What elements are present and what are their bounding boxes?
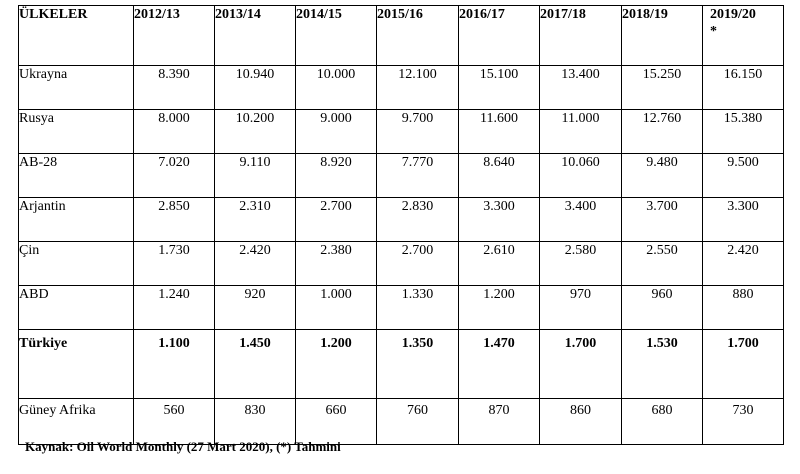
value-cell: 1.470 (459, 330, 540, 399)
country-cell: Ukrayna (19, 66, 134, 110)
country-cell: ABD (19, 286, 134, 330)
header-cell-year: 2013/14 (215, 6, 296, 66)
value-cell: 2.850 (134, 198, 215, 242)
table-row (19, 399, 784, 445)
value-cell: 10.940 (215, 66, 296, 110)
value-cell: 9.700 (377, 110, 459, 154)
value-cell: 16.150 (703, 66, 784, 110)
value-cell: 7.770 (377, 154, 459, 198)
value-cell: 3.400 (540, 198, 622, 242)
value-cell: 1.700 (540, 330, 622, 399)
value-cell: 2.830 (377, 198, 459, 242)
value-cell: 2.610 (459, 242, 540, 286)
value-cell: 10.060 (540, 154, 622, 198)
value-cell: 3.300 (459, 198, 540, 242)
country-cell: Arjantin (19, 198, 134, 242)
value-cell: 1.330 (377, 286, 459, 330)
value-cell: 1.240 (134, 286, 215, 330)
value-cell: 2.550 (622, 242, 703, 286)
country-cell: Türkiye (19, 330, 134, 399)
value-cell: 10.200 (215, 110, 296, 154)
value-cell: 2.420 (703, 242, 784, 286)
table-row (19, 198, 784, 242)
value-cell: 9.110 (215, 154, 296, 198)
value-cell: 11.600 (459, 110, 540, 154)
value-cell: 8.640 (459, 154, 540, 198)
value-cell: 1.350 (377, 330, 459, 399)
value-cell: 2.420 (215, 242, 296, 286)
value-cell: 2.700 (296, 198, 377, 242)
value-cell: 860 (540, 399, 622, 445)
value-cell: 8.920 (296, 154, 377, 198)
value-cell: 960 (622, 286, 703, 330)
value-cell: 1.000 (296, 286, 377, 330)
value-cell: 15.380 (703, 110, 784, 154)
value-cell: 1.450 (215, 330, 296, 399)
production-table (18, 5, 784, 445)
value-cell: 1.530 (622, 330, 703, 399)
value-cell: 760 (377, 399, 459, 445)
country-cell: Rusya (19, 110, 134, 154)
value-cell: 2.700 (377, 242, 459, 286)
value-cell: 15.100 (459, 66, 540, 110)
value-cell: 920 (215, 286, 296, 330)
value-cell: 12.760 (622, 110, 703, 154)
value-cell: 680 (622, 399, 703, 445)
value-cell: 1.730 (134, 242, 215, 286)
table-row (19, 286, 784, 330)
value-cell: 3.700 (622, 198, 703, 242)
value-cell: 11.000 (540, 110, 622, 154)
value-cell: 12.100 (377, 66, 459, 110)
header-row (19, 6, 784, 66)
header-cell-year: 2015/16 (377, 6, 459, 66)
header-cell-year: 2012/13 (134, 6, 215, 66)
table-row (19, 66, 784, 110)
value-cell: 660 (296, 399, 377, 445)
header-cell-year: 2017/18 (540, 6, 622, 66)
value-cell: 8.390 (134, 66, 215, 110)
value-cell: 13.400 (540, 66, 622, 110)
country-cell: Çin (19, 242, 134, 286)
value-cell: 10.000 (296, 66, 377, 110)
table-row (19, 110, 784, 154)
value-cell: 3.300 (703, 198, 784, 242)
header-cell-year-estimate (703, 6, 784, 66)
table-row (19, 242, 784, 286)
value-cell: 2.310 (215, 198, 296, 242)
header-cell-countries: ÜLKELER (19, 6, 134, 66)
value-cell: 2.380 (296, 242, 377, 286)
header-cell-year: 2018/19 (622, 6, 703, 66)
table-row (19, 154, 784, 198)
value-cell: 830 (215, 399, 296, 445)
table-row (19, 330, 784, 399)
value-cell: 2.580 (540, 242, 622, 286)
header-year-label: 2019/20 (710, 7, 756, 22)
value-cell: 9.480 (622, 154, 703, 198)
value-cell: 15.250 (622, 66, 703, 110)
value-cell: 1.200 (459, 286, 540, 330)
value-cell: 560 (134, 399, 215, 445)
table-body (19, 66, 784, 445)
value-cell: 8.000 (134, 110, 215, 154)
country-cell: Güney Afrika (19, 399, 134, 445)
value-cell: 9.500 (703, 154, 784, 198)
value-cell: 1.200 (296, 330, 377, 399)
estimate-marker: * (710, 24, 717, 39)
value-cell: 880 (703, 286, 784, 330)
value-cell: 1.100 (134, 330, 215, 399)
value-cell: 7.020 (134, 154, 215, 198)
value-cell: 9.000 (296, 110, 377, 154)
source-note: Kaynak: Oil World Monthly (27 Mart 2020), (*) Tahmini (25, 439, 341, 454)
value-cell: 730 (703, 399, 784, 445)
value-cell: 870 (459, 399, 540, 445)
value-cell: 1.700 (703, 330, 784, 399)
header-cell-year: 2014/15 (296, 6, 377, 66)
country-cell: AB-28 (19, 154, 134, 198)
header-cell-year: 2016/17 (459, 6, 540, 66)
value-cell: 970 (540, 286, 622, 330)
